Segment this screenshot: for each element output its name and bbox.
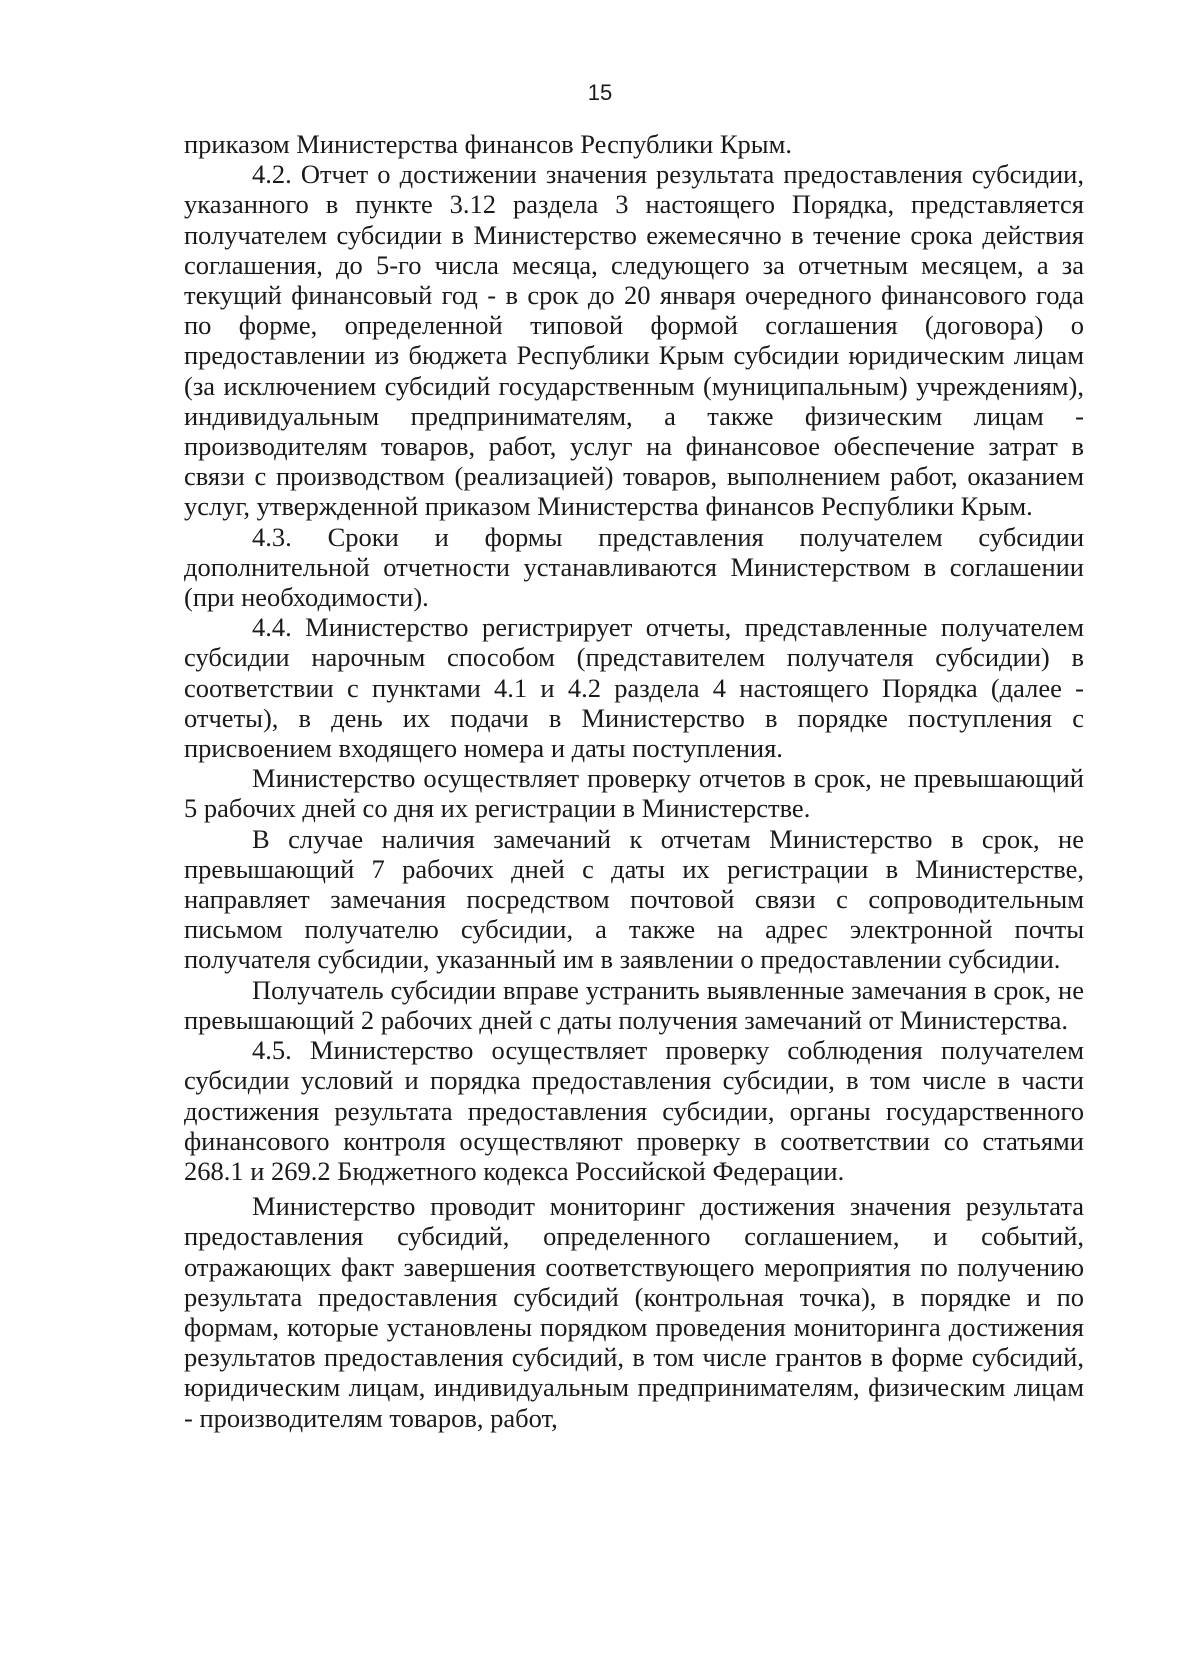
page-number: 15 xyxy=(587,80,613,105)
document-body xyxy=(184,129,1084,1433)
paragraph-check-reports: Министерство осуществляет проверку отчетов в срок, не превышающий 5 рабочих дней со дня их регистрации в Министерстве. xyxy=(184,763,1084,824)
paragraph-continuation: приказом Министерства финансов Республики Крым. xyxy=(184,129,792,159)
paragraph-4-5: 4.5. Министерство осуществляет проверку соблюдения получателем субсидии условий и порядка предоставления субсидии, в том числе в части достижения результата предоставления субсидии, органы государственного финансового контроля осуществляют проверку в соответствии со статьями 268.1 и 269.2 Бюджетного кодекса Российской Федерации. xyxy=(184,1035,1084,1186)
paragraph-monitoring: Министерство проводит мониторинг достижения значения результата предоставления субсидий, определенного соглашением, и событий, отражающих факт завершения соответствующего мероприятия по получению результата предоставления субсидий (контрольная точка), в порядке и по формам, которые установлены порядком проведения мониторинга достижения результатов предоставления субсидий, в том числе грантов в форме субсидий, юридическим лицам, индивидуальным предпринимателям, физическим лицам - производителям товаров, работ, xyxy=(184,1191,1084,1433)
paragraph-remarks: В случае наличия замечаний к отчетам Министерство в срок, не превышающий 7 рабочих дней с даты их регистрации в Министерстве, направляет замечания посредством почтовой связи с сопроводительным письмом получателю субсидии, а также на адрес электронной почты получателя субсидии, указанный им в заявлении о предоставлении субсидии. xyxy=(184,823,1084,975)
paragraph-4-4: 4.4. Министерство регистрирует отчеты, представленные получателем субсидии нарочным способом (представителем получателя субсидии) в соответствии с пунктами 4.1 и 4.2 раздела 4 настоящего Порядка (далее - отчеты), в день их подачи в Министерство в порядке поступления с присвоением входящего номера и даты поступления. xyxy=(184,612,1084,764)
paragraph-eliminate-remarks: Получатель субсидии вправе устранить выявленные замечания в срок, не превышающий 2 рабочих дней с даты получения замечаний от Министерства. xyxy=(184,974,1084,1035)
paragraph-4-3: 4.3. Сроки и формы представления получателем субсидии дополнительной отчетности устанавливаются Министерством в соглашении (при необходимости). xyxy=(184,521,1084,613)
paragraph-4-2: 4.2. Отчет о достижении значения результата предоставления субсидии, указанного в пункте 3.12 раздела 3 настоящего Порядка, представляется получателем субсидии в Министерство ежемесячно в течение срока действия соглашения, до 5-го числа месяца, следующего за отчетным месяцем, а за текущий финансовый год - в срок до 20 января очередного финансового года по форме, определенной типовой формой соглашения (договора) о предоставлении из бюджета Республики Крым субсидии юридическим лицам (за исключением субсидий государственным (муниципальным) учреждениям), индивидуальным предпринимателям, а также физическим лицам - производителям товаров, работ, услуг на финансовое обеспечение затрат в связи с производством (реализацией) товаров, выполнением работ, оказанием услуг, утвержденной приказом Министерства финансов Республики Крым. xyxy=(184,159,1084,522)
